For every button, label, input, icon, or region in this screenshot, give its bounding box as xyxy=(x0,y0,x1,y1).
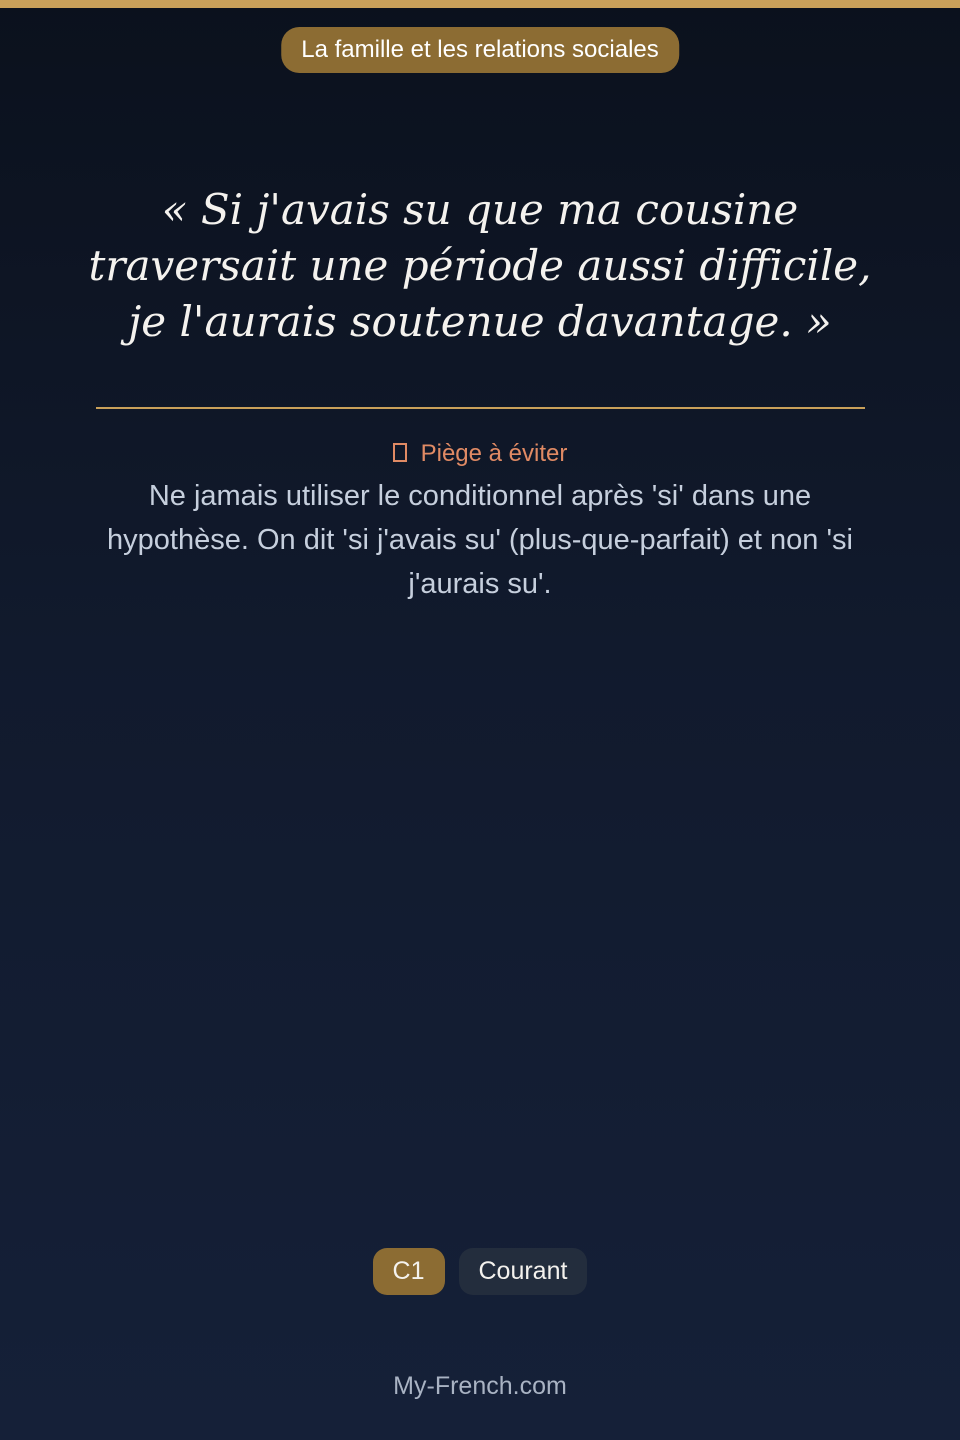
site-footer: My-French.com xyxy=(393,1372,567,1400)
warning-box-icon xyxy=(393,443,407,462)
register-badge: Courant xyxy=(459,1248,588,1295)
level-badge: C1 xyxy=(373,1248,445,1295)
divider xyxy=(96,407,865,409)
example-quote: « Si j'avais su que ma cousine traversait une période aussi difficile, je l'aurais soutenue davantage. » xyxy=(88,185,872,346)
trap-title: Piège à éviter xyxy=(420,440,568,467)
top-accent-bar xyxy=(0,0,960,8)
badge-row xyxy=(0,1248,960,1295)
trap-explanation: Ne jamais utiliser le conditionnel après 'si' dans une hypothèse. On dit 'si j'avais su' (plus-que-parfait) et non 'si j'aurais su'. xyxy=(107,480,853,600)
trap-heading xyxy=(0,438,960,470)
category-pill: La famille et les relations sociales xyxy=(281,27,679,73)
